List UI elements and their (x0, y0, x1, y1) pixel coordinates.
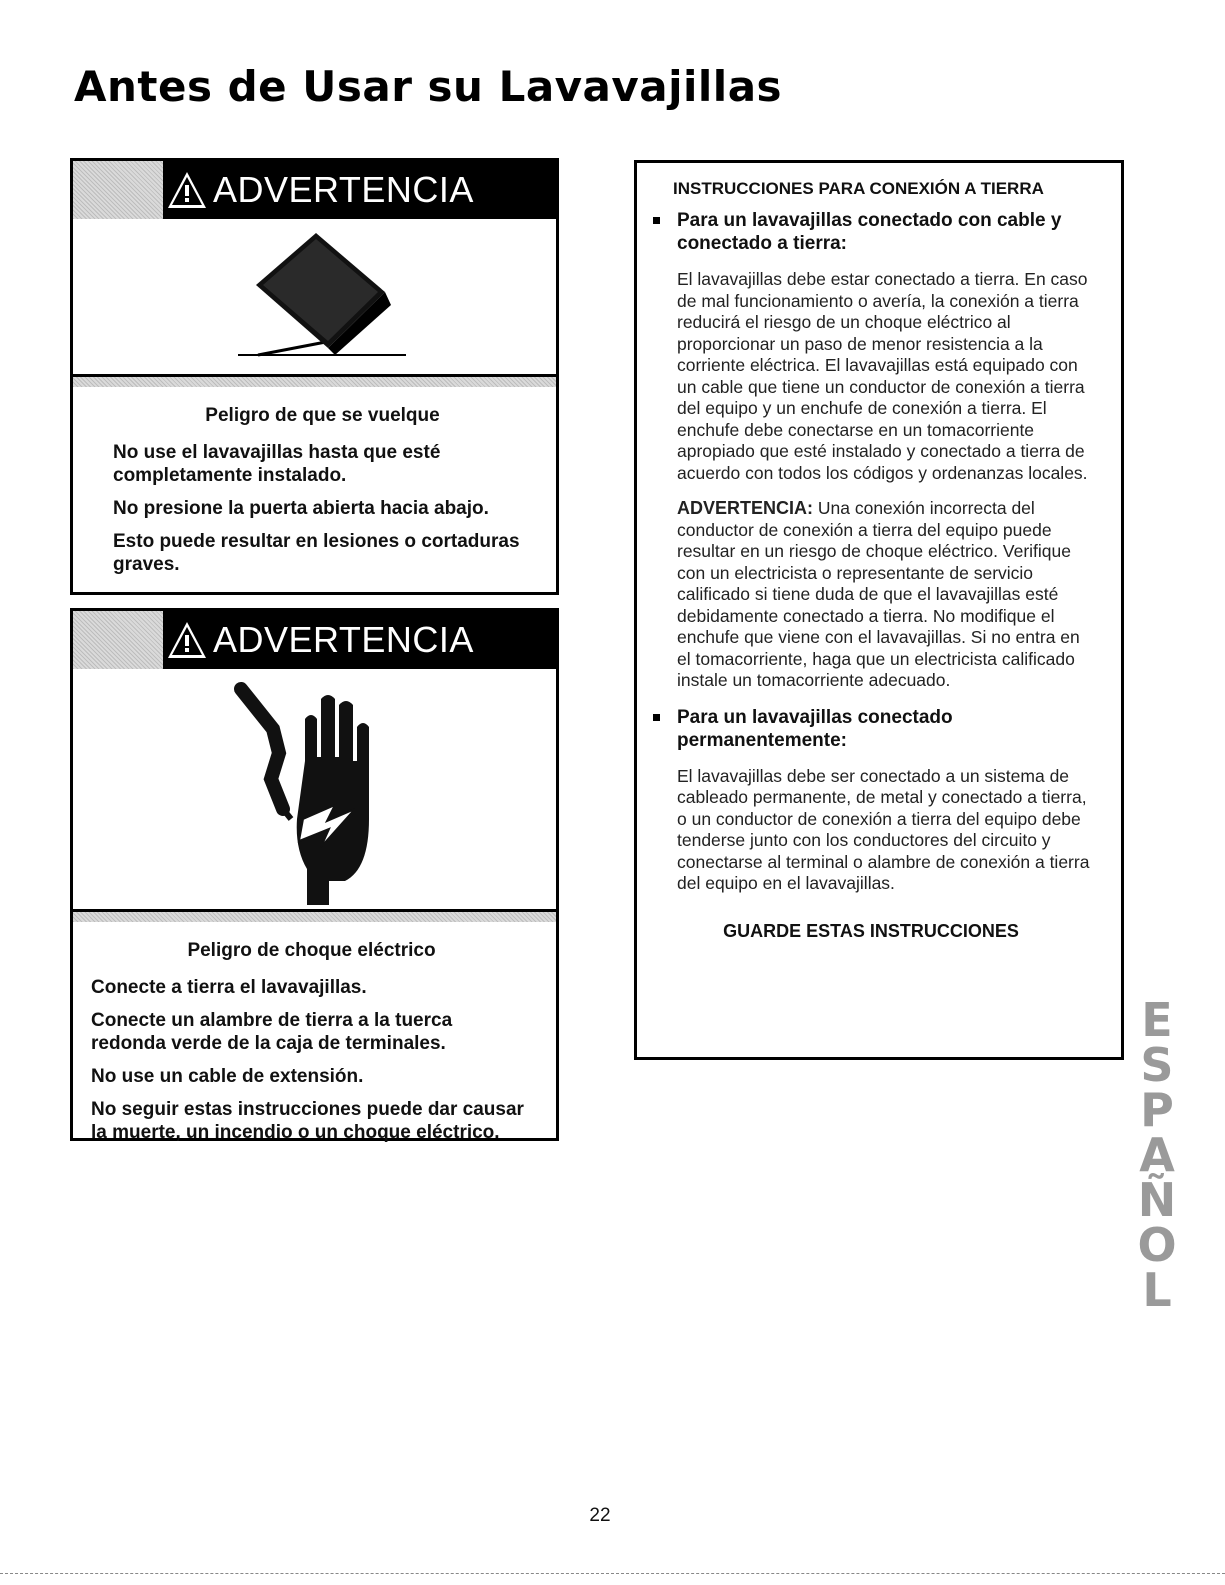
warning-line: Conecte un alambre de tierra a la tuerca redonda verde de la caja de terminales. (91, 1010, 453, 1054)
electric-shock-icon (73, 669, 556, 909)
warning-line: Conecte a tierra el lavavajillas. (91, 977, 367, 998)
section-heading-corded: Para un lavavajillas conectado con cable y conectado a tierra: (649, 209, 1093, 255)
divider-stripe (73, 912, 556, 922)
side-tab-letter: O (1137, 1218, 1177, 1272)
warning-header-label: ADVERTENCIA (213, 619, 474, 660)
paragraph-permanent: El lavavajillas debe ser conectado a un sistema de cableado permanente, de metal y conectado a tierra, o un conductor de conexión a tierra del equipo debe tenderse junto con los conductores del circuito y conectarse al terminal o alambre de conexión a tierra del equipo en el lavavajillas. (677, 765, 1090, 893)
paragraph-warning (649, 498, 1093, 692)
warning-triangle-icon (167, 170, 207, 210)
inline-warning-text: Una conexión incorrecta del conductor de conexión a tierra del equipo puede resultar en un riesgo de choque eléctrico. Verifique con un electricista o representante de servicio calificado si tiene duda de que el lavavajillas esté debidamente conectado a tierra. No modifique el enchufe que viene con el lavavajillas. Si no entra en el tomacorriente, haga que un electricista calificado instale un tomacorriente adecuado. (677, 498, 1080, 690)
bottom-rule (0, 1573, 1225, 1575)
side-tab-letter: S (1140, 1038, 1174, 1092)
divider-stripe (73, 377, 556, 387)
side-tab-letter: L (1142, 1263, 1172, 1317)
grounding-instructions-box (634, 160, 1124, 1060)
page-title: Antes de Usar su Lavavajillas (74, 62, 783, 111)
side-tab-letter: Ñ (1137, 1173, 1177, 1227)
warning-line: No use un cable de extensión. (91, 1066, 364, 1087)
warning-header-label: ADVERTENCIA (213, 169, 474, 210)
hazard-title: Peligro de que se vuelque (205, 405, 440, 426)
warning-line: No seguir estas instrucciones puede dar causar la muerte, un incendio o un choque eléctrico. (91, 1099, 524, 1143)
warning-line: No presione la puerta abierta hacia abajo. (113, 498, 489, 519)
warning-line: Esto puede resultar en lesiones o cortaduras graves. (113, 531, 520, 575)
tip-over-warning-box (70, 158, 559, 595)
warning-line: No use el lavavajillas hasta que esté completamente instalado. (113, 442, 441, 486)
section-heading-permanent: Para un lavavajillas conectado permanentemente: (649, 706, 1093, 752)
warning-triangle-icon (167, 620, 207, 660)
side-tab-letter: E (1141, 993, 1173, 1047)
inline-warning-label: ADVERTENCIA: (677, 498, 814, 518)
page-number: 22 (589, 1505, 611, 1526)
warning-header (73, 611, 556, 669)
shock-warning-box (70, 608, 559, 1141)
paragraph-corded: El lavavajillas debe estar conectado a tierra. En caso de mal funcionamiento o avería, la conexión a tierra reducirá el riesgo de un choque eléctrico al proporcionar un paso de menor resistencia a la corriente eléctrica. El lavavajillas está equipado con un cable que tiene un conductor de conexión a tierra del equipo y un enchufe de conexión a tierra. El enchufe debe conectarse en un tomacorriente apropiado que esté instalado y conectado a tierra de acuerdo con todos los códigos y ordenanzas locales. (677, 269, 1088, 483)
side-tab-letter: A (1139, 1128, 1175, 1182)
language-side-tab (1126, 993, 1188, 1317)
tip-over-icon (73, 219, 556, 374)
save-instructions-note: GUARDE ESTAS INSTRUCCIONES (723, 920, 1019, 941)
side-tab-letter: P (1140, 1083, 1174, 1137)
hazard-title: Peligro de choque eléctrico (187, 940, 436, 961)
instructions-title: INSTRUCCIONES PARA CONEXIÓN A TIERRA (673, 179, 1044, 198)
shock-illustration (73, 669, 556, 912)
warning-header (73, 161, 556, 219)
tip-over-illustration (73, 219, 556, 377)
